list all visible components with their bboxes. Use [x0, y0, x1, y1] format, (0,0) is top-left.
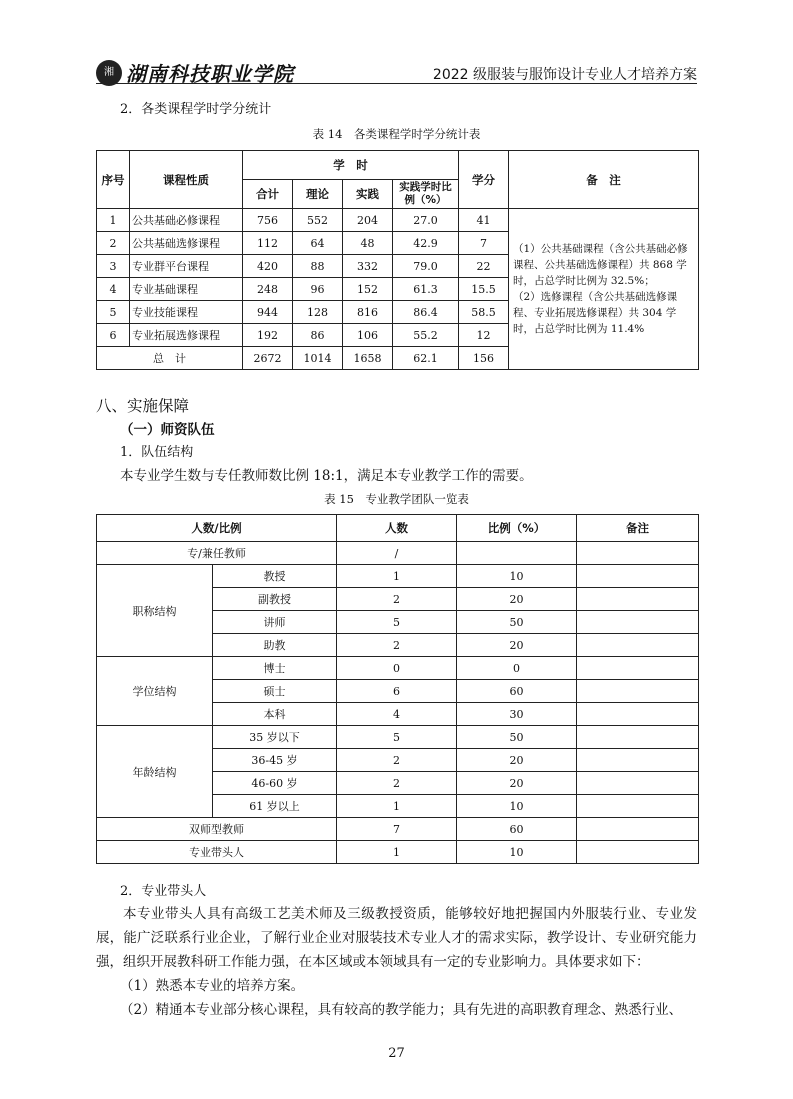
note-item-2: （2）选修课程（含公共基础选修课程、专业拓展选修课程）共 304 学时，占总学时比例为 11.4% [513, 291, 678, 335]
cell-ratio: 20 [457, 772, 577, 795]
item-title-team-structure: 1．队伍结构 [120, 445, 194, 460]
cell-no: 3 [97, 255, 130, 278]
cell-credit: 7 [459, 232, 509, 255]
school-name: 湖南科技职业学院 [126, 62, 294, 86]
header-total: 合计 [243, 180, 293, 209]
cell-ratio: 10 [457, 565, 577, 588]
cell-sub: 讲师 [213, 611, 337, 634]
cell-note [577, 611, 699, 634]
cell-no: 4 [97, 278, 130, 301]
program-leader-paragraph: 本专业带头人具有高级工艺美术师及三级教授资质，能够较好地把握国内外服装行业、专业发展，能广泛联系行业企业，了解行业企业对服装技术专业人才的需求实际，教学设计、专业研究能力强，组织开展教科研工作能力强，在本区域或本领域具有一定的专业影响力。具体要求如下： [96, 906, 697, 970]
header-practice: 实践 [343, 180, 393, 209]
cell-label: 专业带头人 [97, 841, 337, 864]
cell-ratio: 60 [457, 818, 577, 841]
school-logo-icon: 湘 [96, 60, 122, 86]
cell-ratio: 62.1 [393, 347, 459, 370]
cell-ratio: 50 [457, 726, 577, 749]
cell-type: 专业群平台课程 [130, 255, 243, 278]
cell-sub: 硕士 [213, 680, 337, 703]
header-note: 备注 [577, 515, 699, 542]
cell-total: 2672 [243, 347, 293, 370]
cell-ratio: 50 [457, 611, 577, 634]
header-ratio: 比例（%） [457, 515, 577, 542]
cell-ratio: 20 [457, 749, 577, 772]
cell-sub: 副教授 [213, 588, 337, 611]
cell-sub: 35 岁以下 [213, 726, 337, 749]
group-label-title: 职称结构 [97, 565, 213, 657]
table-row [97, 565, 699, 588]
table-row [97, 841, 699, 864]
cell-practice: 48 [343, 232, 393, 255]
table-row [97, 657, 699, 680]
cell-count: 1 [337, 841, 457, 864]
note-item-1: （1）公共基础课程（含公共基础必修课程、公共基础选修课程）共 868 学时，占总学时比例为 32.5%； [513, 243, 688, 287]
cell-ratio: 79.0 [393, 255, 459, 278]
cell-count: 1 [337, 565, 457, 588]
cell-ratio: 10 [457, 795, 577, 818]
cell-total-label: 总 计 [97, 347, 243, 370]
cell-practice: 204 [343, 209, 393, 232]
team-ratio-text: 本专业学生数与专任教师数比例 18:1，满足本专业教学工作的需要。 [120, 468, 533, 484]
cell-total: 248 [243, 278, 293, 301]
cell-note [577, 588, 699, 611]
cell-theory: 128 [293, 301, 343, 324]
cell-practice: 332 [343, 255, 393, 278]
requirement-item-1: （1）熟悉本专业的培养方案。 [120, 978, 305, 994]
cell-count: 2 [337, 588, 457, 611]
cell-note [577, 680, 699, 703]
header-count: 人数 [337, 515, 457, 542]
item-title-program-leader: 2．专业带头人 [120, 884, 207, 899]
cell-note [577, 726, 699, 749]
cell-count: 5 [337, 726, 457, 749]
page-number: 27 [388, 1046, 405, 1061]
teaching-team-table [96, 514, 699, 864]
cell-ratio: 10 [457, 841, 577, 864]
header-credit: 学分 [459, 151, 509, 209]
header-no: 序号 [97, 151, 130, 209]
table-row [97, 209, 699, 232]
cell-note [577, 565, 699, 588]
cell-note [577, 841, 699, 864]
cell-ratio [457, 542, 577, 565]
cell-theory: 1014 [293, 347, 343, 370]
cell-count: 5 [337, 611, 457, 634]
cell-note [577, 818, 699, 841]
cell-count: 7 [337, 818, 457, 841]
table-row [97, 726, 699, 749]
cell-total: 756 [243, 209, 293, 232]
document-title: 2022 级服装与服饰设计专业人才培养方案 [432, 67, 697, 83]
cell-count: / [337, 542, 457, 565]
cell-note [577, 749, 699, 772]
cell-count: 6 [337, 680, 457, 703]
cell-sub: 61 岁以上 [213, 795, 337, 818]
header-category: 人数/比例 [97, 515, 337, 542]
cell-note [577, 657, 699, 680]
cell-credit: 58.5 [459, 301, 509, 324]
section-title-course-hours: 2．各类课程学时学分统计 [120, 102, 272, 117]
cell-type: 公共基础必修课程 [130, 209, 243, 232]
cell-ratio: 30 [457, 703, 577, 726]
cell-credit: 12 [459, 324, 509, 347]
cell-ratio: 86.4 [393, 301, 459, 324]
cell-sub: 本科 [213, 703, 337, 726]
cell-note [577, 634, 699, 657]
course-hours-table [96, 150, 699, 370]
cell-total: 420 [243, 255, 293, 278]
cell-practice: 1658 [343, 347, 393, 370]
table15-caption: 表 15 专业教学团队一览表 [324, 492, 469, 506]
cell-theory: 86 [293, 324, 343, 347]
cell-ratio: 60 [457, 680, 577, 703]
cell-theory: 64 [293, 232, 343, 255]
header-course-type: 课程性质 [130, 151, 243, 209]
cell-no: 5 [97, 301, 130, 324]
cell-no: 1 [97, 209, 130, 232]
table-row [97, 818, 699, 841]
cell-count: 2 [337, 749, 457, 772]
cell-note [577, 795, 699, 818]
cell-sub: 36-45 岁 [213, 749, 337, 772]
table14-caption: 表 14 各类课程学时学分统计表 [312, 127, 481, 141]
cell-ratio: 20 [457, 588, 577, 611]
table14-note [509, 209, 699, 370]
cell-ratio: 27.0 [393, 209, 459, 232]
cell-type: 专业基础课程 [130, 278, 243, 301]
cell-count: 2 [337, 634, 457, 657]
cell-total: 192 [243, 324, 293, 347]
group-label-age: 年龄结构 [97, 726, 213, 818]
cell-label: 双师型教师 [97, 818, 337, 841]
header-note: 备 注 [509, 151, 699, 209]
cell-credit: 22 [459, 255, 509, 278]
cell-sub: 教授 [213, 565, 337, 588]
cell-sub: 46-60 岁 [213, 772, 337, 795]
cell-practice: 816 [343, 301, 393, 324]
cell-count: 1 [337, 795, 457, 818]
cell-credit: 156 [459, 347, 509, 370]
group-label-degree: 学位结构 [97, 657, 213, 726]
header-hours: 学 时 [243, 151, 459, 180]
cell-no: 2 [97, 232, 130, 255]
cell-sub: 助教 [213, 634, 337, 657]
cell-total: 944 [243, 301, 293, 324]
subsection-title: （一）师资队伍 [120, 422, 215, 438]
cell-label: 专/兼任教师 [97, 542, 337, 565]
cell-practice: 106 [343, 324, 393, 347]
cell-type: 公共基础选修课程 [130, 232, 243, 255]
cell-theory: 552 [293, 209, 343, 232]
cell-practice: 152 [343, 278, 393, 301]
cell-note [577, 542, 699, 565]
cell-ratio: 55.2 [393, 324, 459, 347]
cell-no: 6 [97, 324, 130, 347]
cell-count: 4 [337, 703, 457, 726]
cell-total: 112 [243, 232, 293, 255]
cell-ratio: 0 [457, 657, 577, 680]
cell-theory: 88 [293, 255, 343, 278]
chapter-title: 八、实施保障 [96, 397, 190, 415]
header-theory: 理论 [293, 180, 343, 209]
cell-count: 2 [337, 772, 457, 795]
cell-type: 专业拓展选修课程 [130, 324, 243, 347]
cell-ratio: 42.9 [393, 232, 459, 255]
cell-note [577, 703, 699, 726]
cell-ratio: 61.3 [393, 278, 459, 301]
cell-type: 专业技能课程 [130, 301, 243, 324]
cell-theory: 96 [293, 278, 343, 301]
cell-note [577, 772, 699, 795]
header-practice-ratio: 实践学时比例（%） [393, 180, 459, 209]
cell-count: 0 [337, 657, 457, 680]
header-divider [96, 83, 697, 84]
cell-credit: 41 [459, 209, 509, 232]
cell-sub: 博士 [213, 657, 337, 680]
table-row [97, 542, 699, 565]
cell-ratio: 20 [457, 634, 577, 657]
requirement-item-2: （2）精通本专业部分核心课程，具有较高的教学能力；具有先进的高职教育理念、熟悉行业、 [120, 1002, 683, 1018]
cell-credit: 15.5 [459, 278, 509, 301]
